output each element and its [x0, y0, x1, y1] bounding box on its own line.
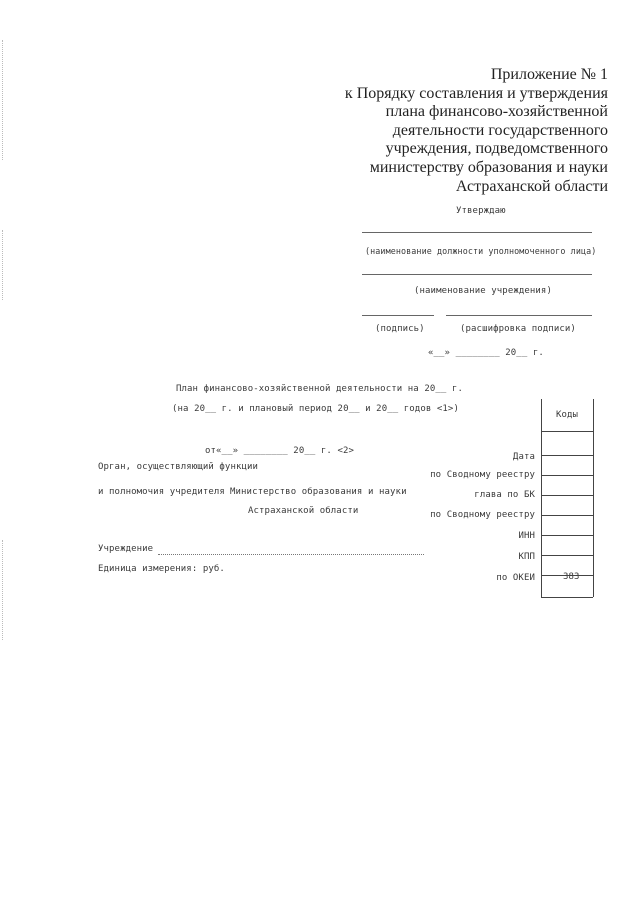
- decoding-caption: (расшифровка подписи): [460, 324, 576, 334]
- appendix-line: деятельности государственного: [392, 121, 608, 139]
- bk-label: глава по БК: [474, 490, 535, 500]
- kpp-label: КПП: [518, 552, 535, 562]
- registry-label-2: по Сводному реестру: [430, 510, 535, 520]
- codes-divider: [541, 535, 593, 536]
- approve-label: Утверждаю: [456, 206, 506, 216]
- codes-divider: [541, 455, 593, 456]
- institution-input-line: [158, 554, 424, 555]
- signature-line: [362, 315, 434, 316]
- registry-label: по Сводному реестру: [430, 470, 535, 480]
- scan-edge-mark: [2, 230, 3, 300]
- organ-value-2: Астраханской области: [248, 506, 359, 516]
- appendix-line: плана финансово-хозяйственной: [385, 103, 608, 121]
- inn-label: ИНН: [518, 531, 535, 541]
- organ-label-line2: и полномочия учредителя: [98, 487, 225, 497]
- institution-line: [362, 274, 592, 275]
- plan-period: (на 20__ г. и плановый период 20__ и 20__ годов <1>): [172, 404, 459, 414]
- organ-label-line1: Орган, осуществляющий функции: [98, 462, 259, 472]
- codes-divider: [541, 555, 593, 556]
- decoding-line: [446, 315, 592, 316]
- plan-title: План финансово-хозяйственной деятельности на 20__ г.: [176, 384, 463, 394]
- unit-label: Единица измерения: руб.: [98, 564, 225, 574]
- codes-divider: [541, 515, 593, 516]
- codes-border-bottom: [541, 597, 593, 598]
- okei-value: 383: [563, 572, 580, 582]
- scan-edge-mark: [2, 540, 3, 640]
- codes-table: [541, 399, 596, 599]
- appendix-line: Приложение № 1: [490, 66, 608, 83]
- appendix-header: [345, 66, 608, 196]
- plan-date: от«__» ________ 20__ г. <2>: [205, 446, 354, 456]
- codes-divider: [541, 475, 593, 476]
- codes-border-right: [593, 399, 594, 597]
- appendix-line: Астраханской области: [455, 177, 608, 195]
- scan-edge-mark: [2, 40, 3, 160]
- codes-border-left: [541, 399, 542, 597]
- codes-divider: [541, 431, 593, 432]
- codes-header: Коды: [556, 410, 579, 420]
- institution-label: Учреждение: [98, 544, 154, 554]
- approval-date: «__» ________ 20__ г.: [428, 348, 544, 358]
- institution-caption: (наименование учреждения): [414, 286, 552, 296]
- organ-value: Министерство образования и науки: [230, 487, 407, 497]
- position-line: [362, 232, 592, 233]
- signature-caption: (подпись): [375, 324, 425, 334]
- position-caption: (наименование должности уполномоченного лица): [365, 246, 597, 256]
- appendix-line: учреждения, подведомственного: [385, 140, 608, 158]
- appendix-line: к Порядку составления и утверждения: [344, 84, 608, 102]
- okei-label: по ОКЕИ: [496, 573, 535, 583]
- appendix-line: министерству образования и науки: [369, 158, 608, 176]
- codes-divider: [541, 495, 593, 496]
- date-label: Дата: [512, 452, 535, 462]
